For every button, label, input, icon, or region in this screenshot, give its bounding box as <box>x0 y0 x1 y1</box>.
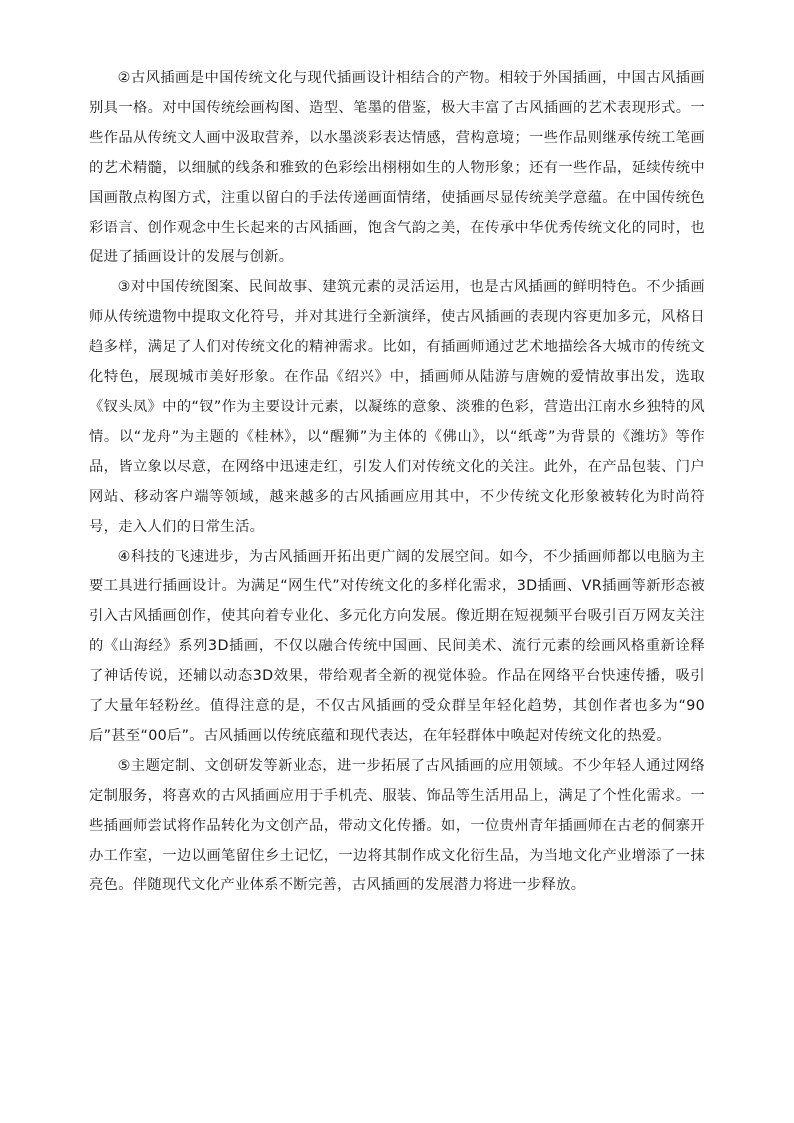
document-body <box>89 64 705 901</box>
paragraph-5: ⑤主题定制、文创研发等新业态，进一步拓展了古风插画的应用领域。不少年轻人通过网络定制服务，将喜欢的古风插画应用于手机壳、服装、饰品等生活用品上，满足了个性化需求。一些插画师尝试将作品转化为文创产品，带动文化传播。如，一位贵州青年插画师在古老的侗寨开办工作室，一边以画笔留住乡土记忆，一边将其制作成文化衍生品，为当地文化产业增添了一抹亮色。伴随现代文化产业体系不断完善，古风插画的发展潜力将进一步释放。 <box>89 757 705 894</box>
paragraph-2: ②古风插画是中国传统文化与现代插画设计相结合的产物。相较于外国插画，中国古风插画别具一格。对中国传统绘画构图、造型、笔墨的借鉴，极大丰富了古风插画的艺术表现形式。一些作品从传统文人画中汲取营养，以水墨淡彩表达情感，营构意境；一些作品则继承传统工笔画的艺术精髓，以细腻的线条和雅致的色彩绘出栩栩如生的人物形象；还有一些作品，延续传统中国画散点构图方式，注重以留白的手法传递画面情绪，使插画尽显传统美学意蕴。在中国传统色彩语言、创作观念中生长起来的古风插画，饱含气韵之美，在传承中华优秀传统文化的同时，也促进了插画设计的发展与创新。 <box>89 70 705 266</box>
paragraph-3: ③对中国传统图案、民间故事、建筑元素的灵活运用，也是古风插画的鲜明特色。不少插画师从传统遗物中提取文化符号，并对其进行全新演绎，使古风插画的表现内容更加多元，风格日趋多样，满足了人们对传统文化的精神需求。比如，有插画师通过艺术地描绘各大城市的传统文化特色，展现城市美好形象。在作品《绍兴》中，插画师从陆游与唐婉的爱情故事出发，选取《钗头凤》中的“钗”作为主要设计元素，以凝练的意象、淡雅的色彩，营造出江南水乡独特的风情。以“龙舟”为主题的《桂林》，以“醒狮”为主体的《佛山》，以“纸鸢”为背景的《潍坊》等作品，皆立象以尽意，在网络中迅速走红，引发人们对传统文化的关注。此外，在产品包装、门户网站、移动客户端等领域，越来越多的古风插画应用其中，不少传统文化形象被转化为时尚符号，走入人们的日常生活。 <box>89 279 705 535</box>
paragraph-4: ④科技的飞速进步，为古风插画开拓出更广阔的发展空间。如今，不少插画师都以电脑为主要工具进行插画设计。为满足“网生代”对传统文化的多样化需求，3D插画、VR插画等新形态被引入古风插画创作，使其向着专业化、多元化方向发展。像近期在短视频平台吸引百万网友关注的《山海经》系列3D插画，不仅以融合传统中国画、民间美术、流行元素的绘画风格重新诠释了神话传说，还辅以动态3D效果，带给观者全新的视觉体验。作品在网络平台快速传播，吸引了大量年轻粉丝。值得注意的是，不仅古风插画的受众群呈年轻化趋势，其创作者也多为“90后”甚至“00后”。古风插画以传统底蕴和现代表达，在年轻群体中唤起对传统文化的热爱。 <box>89 548 705 744</box>
